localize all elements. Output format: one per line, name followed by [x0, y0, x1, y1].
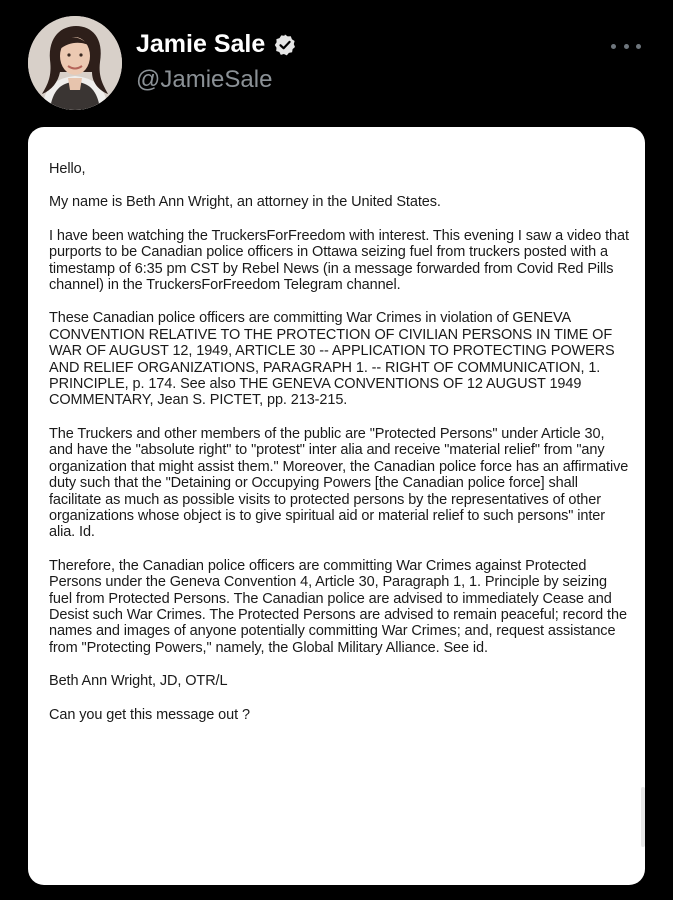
- scrollbar[interactable]: [641, 787, 645, 847]
- avatar-portrait-icon: [28, 16, 122, 110]
- letter-closing: Can you get this message out ?: [49, 706, 250, 723]
- letter-paragraph-1: I have been watching the TruckersForFreedom with interest. This evening I saw a video that purports to be Canadian police officers in Ottawa seizing fuel from truckers posted with a timestamp of 6:35 pm CST by Rebel News (in a message forwarded from Covid Red Pills channel) in the TruckersForFreedom Telegram channel.: [49, 227, 629, 294]
- letter-paragraph-3: The Truckers and other members of the public are "Protected Persons" under Article 30, and have the "absolute right" to "protest" inter alia and receive "material relief" from "any organization that might assist them." Moreover, the Canadian police force has an affirmative duty such that the "Detaining or Occupying Powers [the Canadian police force] shall facilitate as much as possible visits to protected persons by the representatives of other organizations whose object is to give spiritual aid or material relief to such persons" inter alia. Id.: [49, 425, 629, 541]
- more-dot: [636, 44, 641, 49]
- user-handle[interactable]: @JamieSale: [136, 66, 273, 93]
- avatar[interactable]: [28, 16, 122, 110]
- more-horizontal-icon[interactable]: [611, 38, 641, 54]
- letter-paragraph-2: These Canadian police officers are committing War Crimes in violation of GENEVA CONVENTION RELATIVE TO THE PROTECTION OF CIVILIAN PERSONS IN TIME OF WAR OF AUGUST 12, 1949, ARTICLE 30 -- APPLICATION TO PROTECTING POWERS AND RELIEF ORGANIZATIONS, PARAGRAPH 1. -- RIGHT OF COMMUNICATION, 1. PRINCIPLE, p. 174. See also THE GENEVA CONVENTIONS OF 12 AUGUST 1949 COMMENTARY, Jean S. PICTET, pp. 213-215.: [49, 310, 615, 409]
- letter-greeting: Hello,: [49, 161, 86, 177]
- letter-text: [49, 161, 631, 740]
- verified-badge-icon: [273, 33, 297, 57]
- tweet-header: [0, 0, 673, 120]
- more-dot: [624, 44, 629, 49]
- display-name-row: [136, 30, 297, 59]
- attached-letter-image[interactable]: [28, 127, 645, 885]
- letter-intro: My name is Beth Ann Wright, an attorney in the United States.: [49, 194, 441, 211]
- display-name[interactable]: Jamie Sale: [136, 30, 266, 58]
- letter-signature: Beth Ann Wright, JD, OTR/L: [49, 673, 228, 690]
- letter-paragraph-4: Therefore, the Canadian police officers are committing War Crimes against Protected Persons under the Geneva Convention 4, Article 30, Paragraph 1, 1. Principle by seizing fuel from Protected Persons. The Canadian police are advised to immediately Cease and Desist such War Crimes. The Protected Persons are advised to remain peaceful; record the names and images of anyone potentially committing War Crimes; and, request assistance from "Protecting Powers," namely, the Global Military Alliance. See id.: [49, 557, 627, 656]
- more-dot: [611, 44, 616, 49]
